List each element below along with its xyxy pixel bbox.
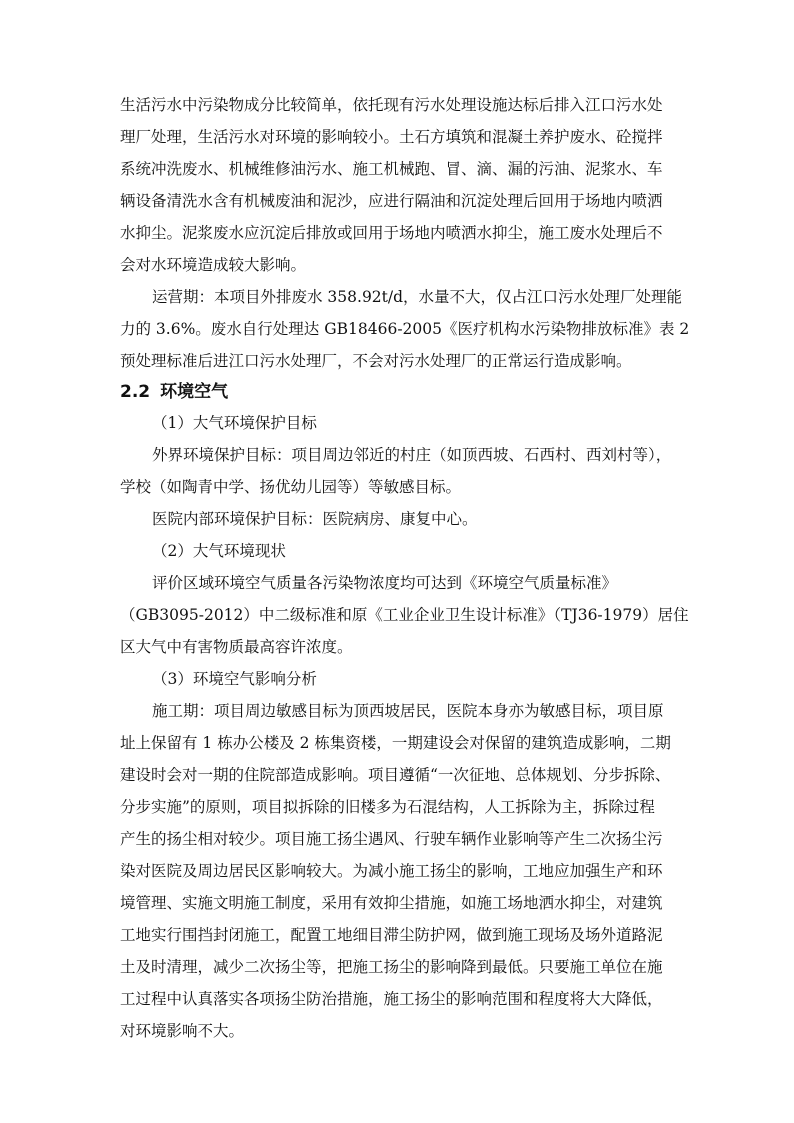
paragraph-line: 产生的扬尘相对较少。项目施工扬尘遇风、行驶车辆作业影响等产生二次扬尘污	[120, 830, 663, 848]
paragraph-line: 建设时会对一期的住院部造成影响。项目遵循“一次征地、总体规划、分步拆除、	[120, 766, 671, 784]
paragraph-line: 会对水环境造成较大影响。	[120, 256, 307, 274]
paragraph-line: 系统冲洗废水、机械维修油污水、施工机械跑、冒、滴、漏的污油、泥浆水、车	[120, 160, 663, 178]
section-heading	[120, 381, 228, 403]
paragraph-line: （GB3095-2012）中二级标准和原《工业企业卫生设计标准》（TJ36-1979）居住	[120, 606, 689, 624]
paragraph-line: 运营期：本项目外排废水 358.92t/d，水量不大，仅占江口污水处理厂处理能	[152, 288, 683, 306]
paragraph-line: 医院内部环境保护目标：医院病房、康复中心。	[152, 510, 478, 528]
paragraph-line: 评价区域环境空气质量各污染物浓度均可达到《环境空气质量标准》	[152, 574, 618, 592]
paragraph-line: 学校（如陶青中学、扬优幼儿园等）等敏感目标。	[120, 478, 462, 496]
paragraph-line: 生活污水中污染物成分比较简单，依托现有污水处理设施达标后排入江口污水处	[120, 96, 663, 114]
paragraph-line: 力的 3.6%。废水自行处理达 GB18466-2005《医疗机构水污染物排放标准》表 2	[120, 320, 690, 338]
subheading-line: （2）大气环境现状	[152, 542, 286, 560]
subheading-line: （3）环境空气影响分析	[152, 670, 317, 688]
paragraph-line: 工过程中认真落实各项扬尘防治措施，施工扬尘的影响范围和程度将大大降低，	[120, 990, 663, 1008]
paragraph-line: 染对医院及周边居民区影响较大。为减小施工扬尘的影响，工地应加强生产和环	[120, 862, 663, 880]
section-number: 2.2	[120, 382, 151, 402]
paragraph-line: 外界环境保护目标：项目周边邻近的村庄（如顶西坡、石西村、西刘村等），	[152, 446, 672, 464]
paragraph-line: 施工期：项目周边敏感目标为顶西坡居民，医院本身亦为敏感目标，项目原	[152, 702, 664, 720]
paragraph-line: 辆设备清洗水含有机械废油和泥沙，应进行隔油和沉淀处理后回用于场地内喷洒	[120, 192, 663, 210]
paragraph-line: 境管理、实施文明施工制度，采用有效抑尘措施，如施工场地洒水抑尘，对建筑	[120, 894, 663, 912]
paragraph-line: 理厂处理，生活污水对环境的影响较小。土石方填筑和混凝土养护废水、砼搅拌	[120, 128, 663, 146]
paragraph-line: 分步实施”的原则，项目拟拆除的旧楼多为石混结构，人工拆除为主，拆除过程	[120, 798, 655, 816]
paragraph-line: 预处理标准后进江口污水处理厂，不会对污水处理厂的正常运行造成影响。	[120, 352, 632, 370]
paragraph-line: 工地实行围挡封闭施工，配置工地细目滞尘防护网，做到施工现场及场外道路泥	[120, 926, 663, 944]
subheading-line: （1）大气环境保护目标	[152, 414, 317, 432]
paragraph-line: 对环境影响不大。	[120, 1022, 245, 1040]
section-title: 环境空气	[160, 382, 229, 402]
paragraph-line: 土及时清理，减少二次扬尘等，把施工扬尘的影响降到最低。只要施工单位在施	[120, 958, 663, 976]
paragraph-line: 区大气中有害物质最高容许浓度。	[120, 638, 353, 656]
paragraph-line: 水抑尘。泥浆废水应沉淀后排放或回用于场地内喷洒水抑尘，施工废水处理后不	[120, 224, 663, 242]
paragraph-line: 址上保留有 1 栋办公楼及 2 栋集资楼，一期建设会对保留的建筑造成影响，二期	[120, 734, 671, 752]
